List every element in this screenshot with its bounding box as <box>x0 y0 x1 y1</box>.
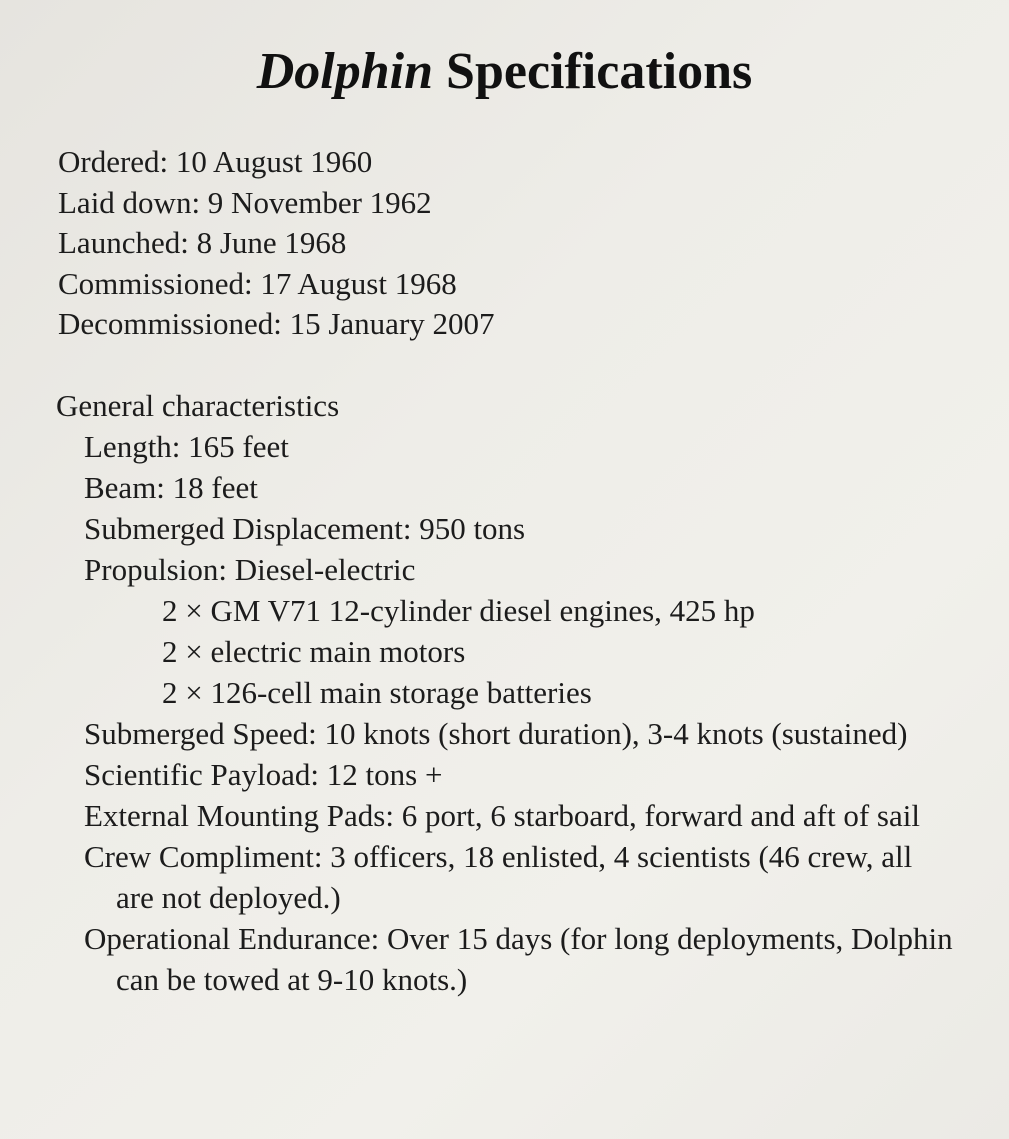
laid-down-date: Laid down: 9 November 1962 <box>58 184 432 220</box>
specs-list <box>56 426 956 1000</box>
service-dates-list <box>58 142 495 345</box>
commissioned-date: Commissioned: 17 August 1968 <box>58 265 457 301</box>
title-suffix: Specifications <box>433 43 753 100</box>
launched-date: Launched: 8 June 1968 <box>58 225 347 260</box>
spec-endurance: Operational Endurance: Over 15 days (for long deployments, Dolphin can be towed at 9-10 knots.) <box>84 921 953 997</box>
spec-submerged-speed: Submerged Speed: 10 knots (short duration), 3-4 knots (sustained) <box>84 716 908 751</box>
decommissioned-date: Decommissioned: 15 January 2007 <box>58 306 495 341</box>
propulsion-batteries: 2 × 126-cell main storage batteries <box>162 675 592 710</box>
spec-beam: Beam: 18 feet <box>84 470 258 505</box>
spec-length: Length: 165 feet <box>84 429 289 464</box>
spec-crew: Crew Compliment: 3 officers, 18 enlisted, 4 scientists (46 crew, all are not deployed.) <box>84 839 913 915</box>
ordered-date: Ordered: 10 August 1960 <box>58 144 373 179</box>
page-title <box>0 40 1009 104</box>
propulsion-items <box>116 590 956 713</box>
propulsion-label: Propulsion: Diesel-electric <box>84 552 416 587</box>
general-characteristics-section <box>56 385 956 1000</box>
propulsion-engines: 2 × GM V71 12-cylinder diesel engines, 425 hp <box>162 593 755 628</box>
spec-mounting-pads: External Mounting Pads: 6 port, 6 starboard, forward and aft of sail <box>84 798 920 833</box>
propulsion-motors: 2 × electric main motors <box>162 634 466 669</box>
general-characteristics-heading: General characteristics <box>56 388 340 423</box>
spec-displacement: Submerged Displacement: 950 tons <box>84 511 526 546</box>
spec-propulsion <box>84 549 956 713</box>
spec-scientific-payload: Scientific Payload: 12 tons + <box>84 757 443 792</box>
title-vessel-name: Dolphin <box>256 43 434 100</box>
